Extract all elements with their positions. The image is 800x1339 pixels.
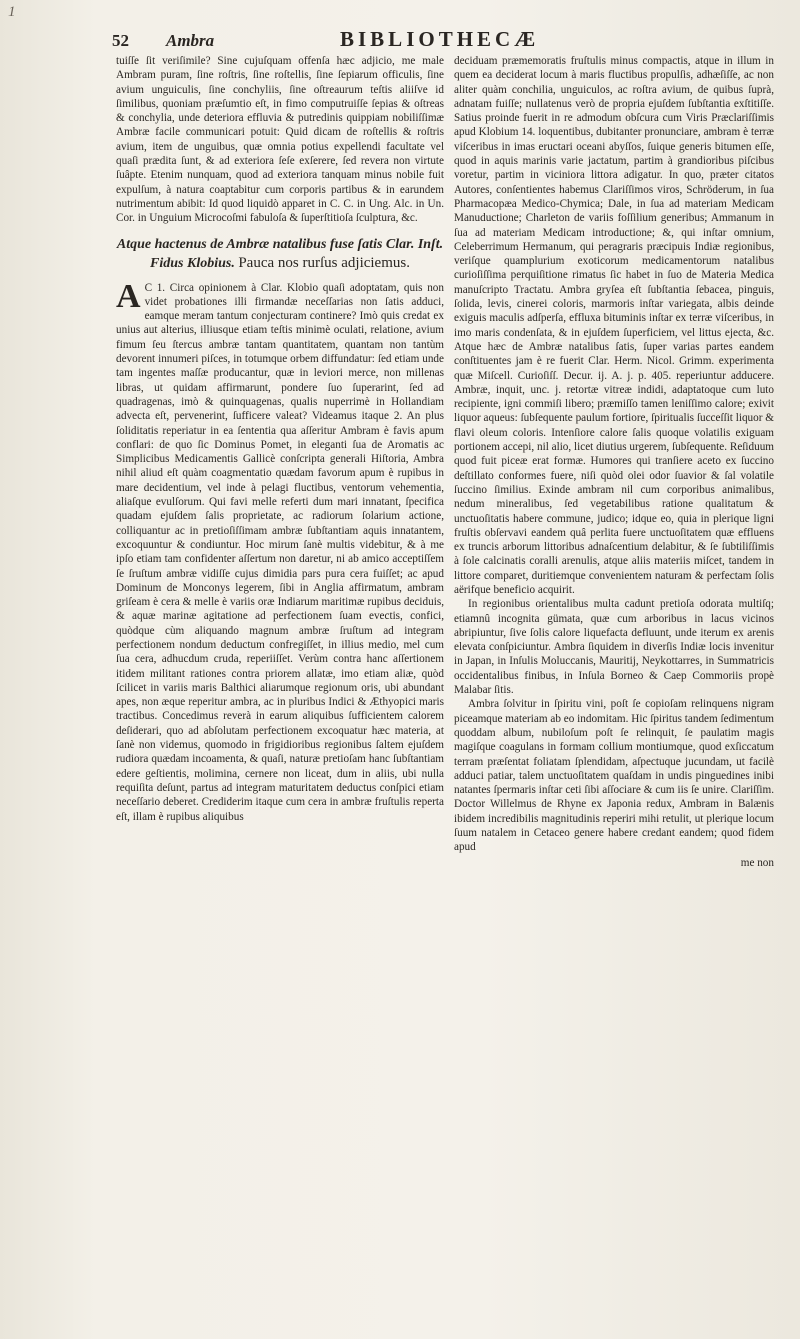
section-heading-roman: Pauca nos rurſus adjiciemus. bbox=[238, 254, 410, 271]
page-number: 52 bbox=[112, 31, 129, 50]
right-paragraph-3: Ambra ſolvitur in ſpiritu vini, poſt ſe copioſam relinquens nigram piceamque materiam ab eo indomitam. Hic ſpiritus tandem ſedimentum quoddam album, nubiloſum poſt ſe relinquit, ſe paulatim magis magiſque coagulans in formam collium montiumque, quod exſiccatum terram præſentat foliatam ſplendidam, aſpectuque jucundam, ut facilè adduci patiar, talem unctuoſitatem quaſdam in undis pinguedines inibi natantes ſpermaris inſtar ceti ſibi aſſociare & cum iis ſe unire. Clariſſim. Doctor Willelmus de Rhyne ex Japonia redux, Ambram in Balænis ibidem incredibilis magnitudinis reperiri mihi retulit, ut plerique locum ſuum natalem in Cetaceo genere habere credant eandem; quod fidem apud bbox=[454, 698, 774, 854]
right-paragraph-2: In regionibus orientalibus multa cadunt pretioſa odorata multiſq; etiamnû incognita gümata, quæ cum arboribus in lacus vicinos abripiuntur, ſive ſolis calore liquefacta defluunt, unde iterum ex arenis elevata conſpiciuntur. Ambra ſiquidem in diverſis Indiæ locis invenitur in Japan, in Inſulis Moluccanis, Mauritij, Neykottarres, in Summatricis occidentalibus finibus, in Inſula Borneo & Caep Commoriis propè Malabar ſitis. bbox=[454, 598, 774, 697]
corner-mark: 1 bbox=[8, 4, 16, 20]
right-paragraph-1: deciduam præmemoratis fruſtulis minus compactis, atque in illum in quem ea deciderat locum à maris fluctibus propulſis, adhæſiſſe, ac non aliter quàm conchilia, unguiculos, ac roſtra avium, de quibus ſuprà, adnatam fuiſſe; nullatenus verò de propria ejuſdem ſubſtantia exſtitiſſe. Satius proinde fuerit in re admodum obſcura cum Viris Præclariſſimis apud Klobium 14. loquentibus, dubitanter pronunciare, ambram è terræ viſceribus in imas eructari oceani abyſſos, ſuique generis bitumen eſſe, quod in aquis marinis varie jactatum, partim à grandioribus piſcibus voretur, partim in viciniora littora adigatur. In quo, præter citatos Autores, conſentientes habemus Clariſſimos viros, Schröderum, in ſua Pharmacopæa Medico-Chymica; Dale, in ſua ad materiam Medicam Manuductione; Charleton de variis foſſilium generibus; Ammanum in ſua ad materiam Medicam introductione; &, qui inſtar omnium, Celeberrimum Hermanum, qui peragraris præcipuis Indiæ regionibus, veriſque quamplurium exoticorum medicamentorum natalibus curioſiſſima perquiſitione rimatus ſic habet in ſuo de Materia Medica manuſcripto Tractatu. Ambra gryſea eſt ſubſtantia ſebacea, pinguis, ſolida, levis, cinerei coloris, marmoris inſtar variegata, albis deinde exiguis maculis adſperſa, effluxa bituminis inſtar ex terræ viſceribus, in imo maris condenſata, & in ejuſdem ſuperficiem, vel littus ejecta, &c. Atque hæc de Ambræ natalibus ſatis, ſuper varias partes eandem conſtituentes jam è re fuerit Clar. Herm. Nicol. Grimm. experimenta quæ Miſcell. Curioſiſſ. Decur. ij. A. j. p. 405. reperiuntur adducere. Ambræ, inquit, unc. j. retortæ vitreæ indidi, adaptatoque cum luto recipiente, igni commiſi libero; præmiſſo tamen leniſſimo calore; exivit liquor aqueus: ſubſequente paulum fortiore, ſpiritualis ſucceſſit liquor & flavi oleum coloris. Intenſiore calore ſalis quoque volatilis exiguam portionem accepi, nil alio, licet diutius urgerem, ſubſequente. Reſiduum quod fuit piceæ erat formæ. Humores qui tranſiere aceto ex ſuccino deſtillato conformes fuere, niſi quòd olei odor ſuavior & ſal volatile ſuccino ſimilius. Exinde ambram nil cum corporibus animalibus, nedum mineralibus, ſed vegetabilibus ratione qualitatum & unctuoſitatis habere commune, judico; idque eo, quia in plerique ligni fruſtis obſervavi eandem quâ perlita fuere unctuoſitatem quæ effluens ex truncis arborum littoribus adnaſcentium delabitur, & ſe ſubtiliſſimis à ſole calcinatis coralli arenulis, atque aliis materiis miſcet, tandem in littore comparet, duritiemque convenientem naturam & perfectam ſolis aërifque beneficio acquirit. bbox=[454, 55, 774, 596]
left-paragraph-1: tuiſſe ſit veriſimile? Sine cujuſquam offenſa hæc adjicio, me male Ambram puram, ſine roſtris, ſine roſtellis, ſine ſepiarum officulis, ſine avium unguiculis, ſine conchyliis, ſine oſtreaurum teſtis aliiſve id ſimilibus, quoniam præſumtio eſt, in fimo computruiſſe ſepias & oſtreas & conchylia, unde deteriora effluvia & putredinis quippiam nobiliſſimæ Ambræ facile communicari potuit: Quid dicam de roſtellis & roſtris avium, item de unguibus, quæ omnia potius expellendi facultate vel quaſi prædita ſunt, & ad exteriora ſeſe exſerere, ſed revera non virtute ſuâpte. Etenim nunquam, quod ad exteriora tanquam minus nobile fuit expulſum, à natura coaptabitur cum corporis partibus & in earundem nutrimentum abibit: Id quod liquidò apparet in C. C. in Ung. Alc. in Un. Cor. in Unguium Microcoſmi fabuloſa & ſuperſtitioſa ſculptura, &c. bbox=[116, 55, 444, 225]
running-head: Ambra bbox=[166, 31, 215, 50]
section-heading-italic: Atque hactenus de Ambræ natalibus fuse ſatis Clar. Inſt. Fidus Klobius. bbox=[116, 236, 444, 271]
left-paragraph-2-text: C 1. Circa opinionem à Clar. Klobio quaſi adoptatam, quis non videt probationes illi firmandæ neceſſarias non ſatis adduci, eamque meram tantum conjecturam continere? Imò quis credat ex unius aut alterius, illiusque etiam teſtis minimè oculati, relatione, avium fimum ſeu ſtercus ambræ tantam quantitatem, quantam non tantùm devorent innumeri piſces, in totumque orbem diffundatur: ſed etiam unde tam ingentes maſſæ producantur, quæ in leviori merce, non millenas libras, ut quidam affirmarunt, pondere ſuo ſuperarint, ſed ad quadragenas, imò & quinquagenas, qualis nuperrimè in Hollandiam advecta eſt, pervenerint, ſufficere valeat? Videamus itaque 2. An plus ſoliditatis reperiatur in ea ſententia qua aſſeritur Ambram è favis apum conflari: de quo ſic Dominus Pomet, in eleganti ſua de Aromatis ac Simplicibus Medicamentis Gallicè conſcripta generali Hiſtoria, Ambra nihil aliud eſt quàm coagmentatio quædam favorum apum è rupibus in mare decidentium, vel inde à pelagi fluctibus, ventorum vehementia, aliaſque evulſorum. Qui favi melle referti dum mari innatant, ſpecifica quadam ejuſdem ſalis proprietate, ac radiorum ſolarium actione, colliquantur ac in pretioſiſſimam ambræ ſubſtantiam aquis innatantem, excoquuntur & condiuntur. Hoc mirum ſanè multis videbitur, & à me ipſo etiam tam confidenter aſſertum non daretur, ni ab amico acceptiſſem ſe ſruſtum ambræ vidiſſe cujus dimidia pars pura cera fuiſſet; ac apud Dominum de Monconys legerem, ſibi in Anglia affirmatum, ambram griſeam è cera & melle è variis oræ Indiarum maritimæ rupibus deciduis, & aquæ marinæ agitatione ad perfectionem ſuam evectis, confici, quòdque cùm aliquando magnum ambræ ſruſtum ad integram perfectionem nondum deductum confregiſſet, in illius medio, mel cum ſua cera, adhucdum cruda, reperiiſſet. Verùm contra hanc aſſertionem itidem militant rationes contra priorem allatæ, imo etiam aliæ, quòd ſcilicet in variis maris Balthici aliarumque regionum oris, ubi abundant apes, non æque reperitur ambra, ac in pluribus Indici & Æthyopici maris tractibus. Concedimus reverà in earum aliquibus ſufficientem calorem deſiderari, quo ad abſolutam perfectionem excoquatur hæc materia, at ſanè non videmus, quomodo in frigidioribus regionibus ſaltem ejuſdem rudiora quædam incoamenta, & quaſi, naturæ pretioſam hanc ſubſtantiam edere geſtientis, molimina, cernere non liceat, dum in aliis, ubi nulla requiſita deſunt, partus ad integram maturitatem deductus conſpici etiam neceſſario deberet. Crediderim itaque cum cera in ambræ fruſtulis reperta eſt, illam è rupibus aliquibus bbox=[116, 281, 444, 823]
left-paragraph-2 bbox=[116, 277, 444, 824]
header-title: BIBLIOTHECÆ bbox=[340, 27, 540, 51]
catchword: me non bbox=[740, 856, 774, 869]
section-heading bbox=[116, 236, 444, 273]
drop-cap: A bbox=[116, 277, 141, 315]
left-column bbox=[116, 54, 444, 824]
page-header bbox=[112, 26, 772, 52]
right-column bbox=[454, 54, 774, 870]
